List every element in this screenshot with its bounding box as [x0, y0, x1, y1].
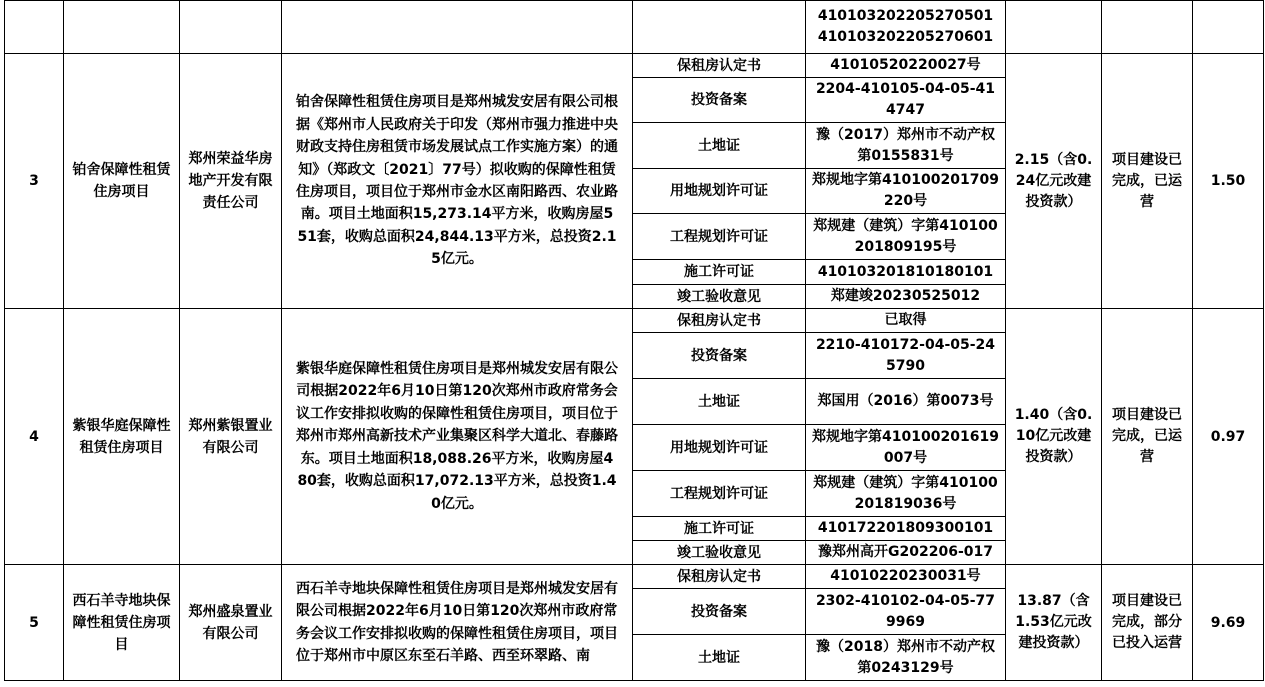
license-value: 2204-410105-04-05-414747 [806, 78, 1006, 123]
license-name: 施工许可证 [633, 517, 806, 541]
license-name: 投资备案 [633, 78, 806, 123]
cell-empty [633, 1, 806, 54]
license-name: 投资备案 [633, 333, 806, 379]
cell-empty [180, 1, 282, 54]
license-value: 41010220230031号 [806, 565, 1006, 589]
license-value: 郑规地字第410100201709220号 [806, 169, 1006, 214]
license-name: 保租房认定书 [633, 309, 806, 333]
project-status: 项目建设已完成，已运营 [1102, 309, 1193, 565]
amount: 1.50 [1193, 54, 1264, 309]
project-description: 紫银华庭保障性租赁住房项目是郑州城发安居有限公司根据2022年6月10日第120次郑州市政府常务会议工作安排拟收购的保障性租赁住房项目，项目位于郑州市郑州高新技术产业集聚区科学大道北、春藤路东。项目土地面积18,088.26平方米，收购房屋480套，收购总面积17,072.13平方米，总投资1.40亿元。 [282, 309, 633, 565]
license-value-line: 410103202205270501 [817, 8, 994, 24]
cell-empty [282, 1, 633, 54]
cell-empty [1006, 1, 1102, 54]
company-name: 郑州荣益华房地产开发有限责任公司 [180, 54, 282, 309]
project-status: 项目建设已完成，部分已投入运营 [1102, 565, 1193, 681]
cell-empty [64, 1, 180, 54]
investment: 1.40（含0.10亿元改建投资款） [1006, 309, 1102, 565]
license-name: 土地证 [633, 635, 806, 681]
project-status: 项目建设已完成，已运营 [1102, 54, 1193, 309]
amount: 9.69 [1193, 565, 1264, 681]
project-name: 西石羊寺地块保障性租赁住房项目 [64, 565, 180, 681]
investment: 2.15（含0.24亿元改建投资款） [1006, 54, 1102, 309]
license-name: 土地证 [633, 379, 806, 425]
license-value: 郑建竣20230525012 [806, 285, 1006, 309]
license-name: 施工许可证 [633, 260, 806, 285]
license-value: 豫郑州高开G202206-017 [806, 541, 1006, 565]
cell-empty [1193, 1, 1264, 54]
license-value: 豫（2018）郑州市不动产权第0243129号 [806, 635, 1006, 681]
cell-empty [5, 1, 64, 54]
project-table [4, 0, 1264, 681]
license-value: 郑规建（建筑）字第410100201809195号 [806, 214, 1006, 260]
license-name: 竣工验收意见 [633, 541, 806, 565]
table-row [5, 565, 1264, 589]
license-value: 已取得 [806, 309, 1006, 333]
row-number: 5 [5, 565, 64, 681]
license-value [806, 1, 1006, 54]
table-row [5, 1, 1264, 54]
license-name: 土地证 [633, 123, 806, 169]
amount: 0.97 [1193, 309, 1264, 565]
license-value: 郑规建（建筑）字第410100201819036号 [806, 471, 1006, 517]
license-name: 保租房认定书 [633, 54, 806, 78]
project-name: 紫银华庭保障性租赁住房项目 [64, 309, 180, 565]
license-name: 工程规划许可证 [633, 214, 806, 260]
row-number: 4 [5, 309, 64, 565]
investment: 13.87（含1.53亿元改建投资款） [1006, 565, 1102, 681]
license-name: 保租房认定书 [633, 565, 806, 589]
license-value: 410103201810180101 [806, 260, 1006, 285]
company-name: 郑州盛泉置业有限公司 [180, 565, 282, 681]
license-value: 41010520220027号 [806, 54, 1006, 78]
license-value: 2302-410102-04-05-779969 [806, 589, 1006, 635]
license-value: 410172201809300101 [806, 517, 1006, 541]
row-number: 3 [5, 54, 64, 309]
license-name: 用地规划许可证 [633, 425, 806, 471]
license-value: 2210-410172-04-05-245790 [806, 333, 1006, 379]
license-value: 郑国用（2016）第0073号 [806, 379, 1006, 425]
table-row [5, 54, 1264, 78]
license-value: 郑规地字第410100201619007号 [806, 425, 1006, 471]
license-value: 豫（2017）郑州市不动产权第0155831号 [806, 123, 1006, 169]
project-description: 西石羊寺地块保障性租赁住房项目是郑州城发安居有限公司根据2022年6月10日第120次郑州市政府常务会议工作安排拟收购的保障性租赁住房项目，项目位于郑州市中原区东至石羊路、西至环翠路、南 [282, 565, 633, 681]
license-name: 工程规划许可证 [633, 471, 806, 517]
project-description: 铂舍保障性租赁住房项目是郑州城发安居有限公司根据《郑州市人民政府关于印发（郑州市强力推进中央财政支持住房租赁市场发展试点工作实施方案）的通知》（郑政文〔2021〕77号）拟收购的保障性租赁住房项目，项目位于郑州市金水区南阳路西、农业路南。项目土地面积15,273.14平方米，收购房屋551套，收购总面积24,844.13平方米，总投资2.15亿元。 [282, 54, 633, 309]
license-name: 用地规划许可证 [633, 169, 806, 214]
table-row [5, 309, 1264, 333]
license-name: 投资备案 [633, 589, 806, 635]
cell-empty [1102, 1, 1193, 54]
company-name: 郑州紫银置业有限公司 [180, 309, 282, 565]
license-name: 竣工验收意见 [633, 285, 806, 309]
license-value-line: 410103202205270601 [817, 29, 994, 45]
project-name: 铂舍保障性租赁住房项目 [64, 54, 180, 309]
